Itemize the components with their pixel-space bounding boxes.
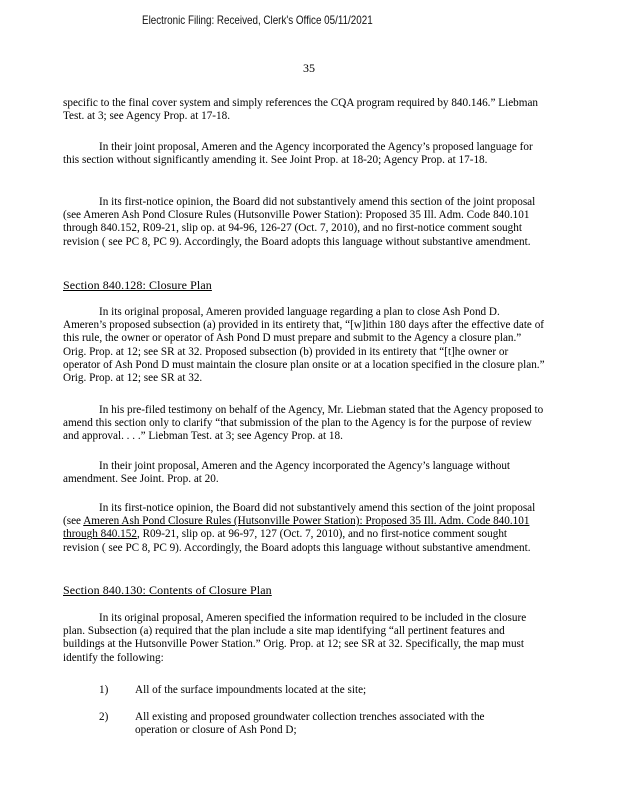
list-item-number: 1) (99, 684, 109, 696)
list-item-text: All of the surface impoundments located at the site; (135, 684, 367, 696)
paragraph (63, 460, 545, 486)
paragraph-text: In their joint proposal, Ameren and the Agency incorporated the Agency’s language without amendment. See Joint. Prop. at 20. (63, 460, 511, 486)
case-citation: Ameren Ash Pond Closure Rules (Hutsonville Power Station): Proposed 35 Ill. Adm. Code 840.101 through 840.152 (63, 515, 530, 541)
section-heading: Section 840.128: Closure Plan (63, 278, 212, 292)
paragraph (63, 196, 545, 249)
paragraph-text: In its first-notice opinion, the Board did not substantively amend this section of the joint proposal (see Ameren Ash Pond Closure Rules (Hutsonville Power Station): Proposed 35 Ill. Adm. Code 840.101 through 840.152, R09-21, slip op. at 94-96, 126-27 (Oct. 7, 2010), and no first-notice comment sought revision ( see PC 8, PC 9). Accordingly, the Board adopts this language without substantive amendment. (63, 196, 536, 248)
paragraph (63, 141, 545, 167)
paragraph (63, 97, 545, 123)
page-number: 35 (303, 61, 315, 75)
paragraph (63, 404, 545, 444)
list-item-number: 2) (99, 711, 109, 723)
paragraph-text: In his pre-filed testimony on behalf of the Agency, Mr. Liebman stated that the Agency proposed to amend this section only to clarify “that submission of the plan to the Agency is for the purpose of review and approval. . . .” Liebman Test. at 3; see Agency Prop. at 18. (63, 404, 544, 443)
filing-stamp: Electronic Filing: Received, Clerk's Office 05/11/2021 (142, 13, 373, 27)
list-item-text: All existing and proposed groundwater collection trenches associated with the operation or closure of Ash Pond D; (135, 711, 485, 737)
section-heading: Section 840.130: Contents of Closure Plan (63, 583, 272, 597)
paragraph-text: In its original proposal, Ameren specified the information required to be included in the closure plan. Subsection (a) required that the plan include a site map identifying “all pertinent features and buildings at the Hutsonville Power Station.” Orig. Prop. at 12; see SR at 32. Specifically, the map must identify the following: (63, 612, 527, 664)
paragraph (63, 612, 545, 665)
paragraph-text-lead: In its first-notice opinion, the Board did not substantively amend this section of the joint proposal (see (63, 502, 536, 528)
paragraph-text: In its original proposal, Ameren provided language regarding a plan to close Ash Pond D. Ameren’s proposed subsection (a) provided in its entirety that, “[w]ithin 180 days after the effective date of this rule, the owner or operator of Ash Pond D must prepare and submit to the Agency a closure plan.” Orig. Prop. at 12; see SR at 32. Proposed subsection (b) provided in its entirety that “[t]he owner or operator of Ash Pond D must maintain the closure plan onsite or at a location specified in the closure plan.” Orig. Prop. at 12; see SR at 32. (63, 306, 545, 385)
paragraph-text: specific to the final cover system and simply references the CQA program required by 840.146.” Liebman Test. at 3; see Agency Prop. at 17-18. (63, 97, 539, 123)
paragraph (63, 306, 545, 385)
paragraph (63, 502, 545, 555)
paragraph-text: In their joint proposal, Ameren and the Agency incorporated the Agency’s proposed language for this section without significantly amending it. See Joint Prop. at 18-20; Agency Prop. at 17-18. (63, 141, 533, 167)
paragraph-text-tail: , R09-21, slip op. at 96-97, 127 (Oct. 7, 2010), and no first-notice comment sought revision ( see PC 8, PC 9). Accordingly, the Board adopts this language without substantive amendment. (63, 528, 531, 554)
paragraph-text (63, 502, 545, 555)
